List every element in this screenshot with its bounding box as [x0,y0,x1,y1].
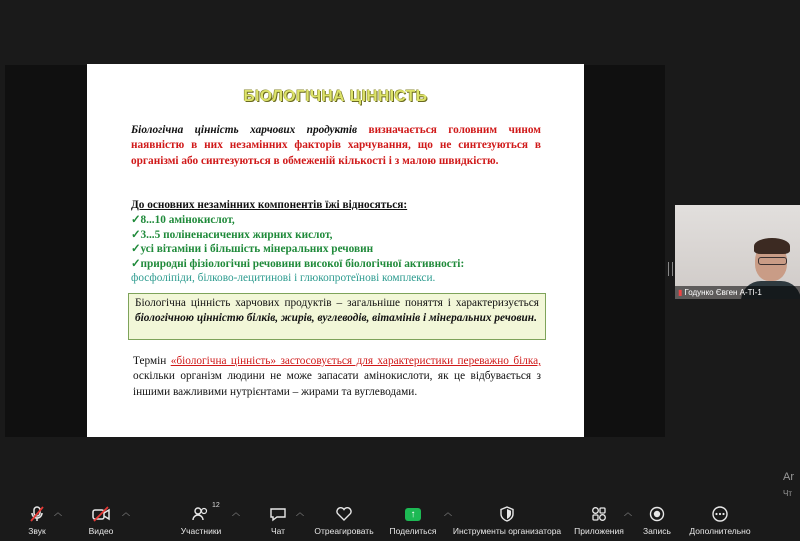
chat-icon [264,505,292,523]
slide-title: БІОЛОГІЧНА ЦІННІСТЬ [243,88,428,105]
checkmark-icon: ✓ [131,228,141,241]
video-button[interactable] [82,505,120,539]
chat-label: Чат [270,526,286,536]
host-tools-button[interactable] [450,505,564,539]
term-text-start: Термін [133,355,171,367]
chat-options-caret[interactable]: ︿ [296,508,304,517]
share-icon-wrap [384,505,442,523]
share-screen-icon: ↑ [405,508,421,521]
participants-button[interactable] [176,502,226,539]
record-icon [638,505,676,523]
participant-name: Годунко Євген А-ТІ-1 [684,288,762,297]
video-off-icon [82,505,120,523]
apps-icon [572,505,626,523]
components-list [131,213,541,286]
definition-lead: Біологічна цінність харчових продуктів [131,124,358,136]
video-options-caret[interactable]: ︿ [122,508,130,517]
list-item: ✓природні фізіологічні речовини високої біологічної активності: [131,257,465,270]
list-heading: До основних незамінних компонентів їжі відносяться: [131,199,408,211]
participants-count: 12 [212,502,220,509]
term-highlight: «біологічна цінність» застосовується для характеристики переважно білка, [170,355,541,367]
highlight-box [128,293,546,340]
checkmark-icon: ✓ [131,243,141,255]
more-icon [684,505,756,523]
record-button[interactable] [638,505,676,539]
box-emphasis: біологічною цінністю білків, жирів, вуглеводів, вітамінів і мінеральних речовин. [135,312,537,324]
participants-label: Участники [180,526,222,536]
term-text-end: оскільки організм людини не може запасати амінокислоти, як це відбувається з іншими важливими нутрієнтами – жирами та вуглеводами. [133,370,541,398]
react-label: Отреагировать [314,526,374,536]
share-options-caret[interactable]: ︿ [444,508,452,517]
list-item: ✓3...5 поліненасичених жирних кислот, [131,228,333,241]
more-button[interactable] [684,505,756,539]
list-subtext: фосфоліпіди, білково-лецитинові і глюкопротеїнові комплекси. [131,272,436,284]
record-label: Запись [643,526,671,536]
audio-button[interactable] [18,505,56,539]
slide-paragraph-definition [131,123,541,169]
mic-muted-icon: ▮ [678,288,683,297]
participants-options-caret[interactable]: ︿ [232,508,240,517]
resize-handle[interactable] [668,262,673,276]
apps-options-caret[interactable]: ︿ [624,508,632,517]
react-button[interactable] [312,505,376,539]
apps-button[interactable] [572,505,626,539]
audio-label: Звук [28,526,46,536]
heart-icon [312,505,376,523]
participant-hair [754,238,790,254]
apps-label: Приложения [574,526,624,536]
slide-paragraph-term [133,354,541,400]
checkmark-icon: ✓ [131,257,141,270]
list-item: ✓8...10 амінокислот, [131,214,235,226]
participant-glasses [758,257,787,265]
presentation-slide [87,64,584,437]
shield-icon [450,505,564,523]
box-text: Біологічна цінність харчових продуктів – загальніше поняття і характеризується [135,297,539,309]
share-button[interactable] [384,505,442,539]
chat-button[interactable] [264,505,292,539]
participant-name-bar [675,286,800,299]
list-item: ✓усі вітаміни і більшість мінеральних речовин [131,243,374,255]
side-caption-1: Ar [783,471,794,483]
mic-off-icon [18,505,56,523]
meeting-toolbar [0,499,800,541]
side-caption-2: Чт [783,489,792,498]
participants-icon [176,502,226,523]
audio-options-caret[interactable]: ︿ [54,508,62,517]
more-label: Дополнительно [689,526,751,536]
definition-rest: визначається головним чином наявністю в них незамінних факторів харчування, що не синтезуються в організмі або синтезуються в обмеженій кількості і з малою швидкістю. [131,124,541,167]
host-tools-label: Инструменты организатора [452,526,562,536]
checkmark-icon: ✓ [131,214,141,226]
share-label: Поделиться [389,526,437,536]
participant-video-tile[interactable] [675,205,800,299]
video-label: Видео [88,526,114,536]
